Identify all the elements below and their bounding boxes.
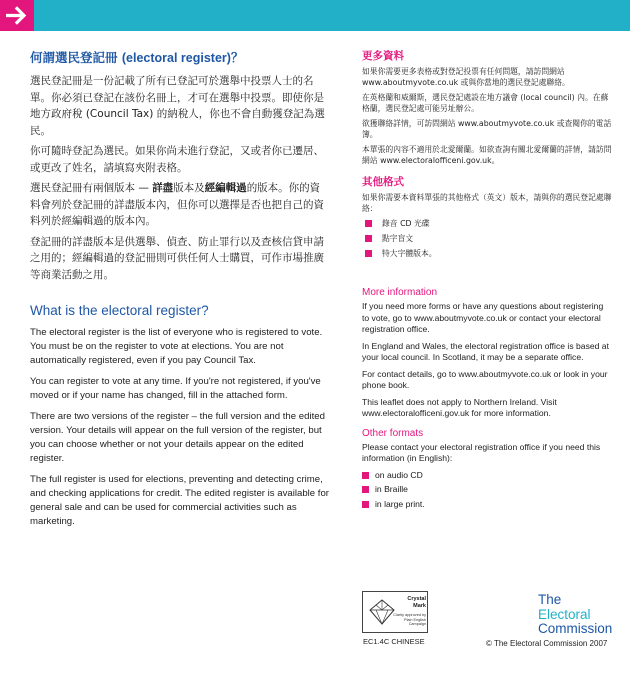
en-format-item: on audio CD (362, 470, 612, 482)
en-paragraph-4: The full register is used for elections, preventing and detecting crime, and checking applications for credit. The edited register is available for general sale and can be used for commercial activities such as marketing. (30, 474, 329, 527)
en-format-item: in large print. (362, 499, 612, 511)
en-more-paragraph-3: For contact details, go to www.aboutmyvote.co.uk or look in your phone book. (362, 368, 608, 390)
logo-line-1: The (538, 592, 562, 607)
zh-format-item: 特大字體版本。 (365, 248, 612, 259)
zh-more-paragraph-3: 欲獲聯絡詳情，可訪問網站 www.aboutmyvote.co.uk 或查閱你的電話簿。 (362, 119, 612, 139)
en-more-paragraph-4: This leaflet does not apply to Northern Ireland. Visit www.electoralofficeni.gov.uk for more information. (362, 396, 557, 418)
bullet-square-icon (365, 220, 372, 227)
en-paragraph-3: There are two versions of the register – the full version and the edited version. Your details will appear on the full version of the register, but you can choose whether or not your details appear on the edited register. (30, 411, 325, 464)
zh-formats-intro: 如果你需要本資料單張的其他格式（英文）版本，請與你的選民登記處聯絡： (362, 193, 612, 213)
zh-paragraph-2: 你可隨時登記為選民。如果你尚未進行登記，又或者你已遷居、或更改了姓名，請填寫夾附表格。 (30, 145, 324, 174)
right-arrow-icon (6, 6, 28, 25)
en-more-paragraph-1: If you need more forms or have any questions about registering to vote, go to www.aboutmyvote.co.uk or contact your electoral registration office. (362, 301, 604, 334)
crystal-mark-subtitle: Clarity approved by Plain English Campaign (393, 613, 426, 627)
zh-format-item: 點字盲文 (365, 233, 612, 244)
right-column (362, 48, 612, 513)
en-paragraph-1: The electoral register is the list of everyone who is registered to vote. You must be on the register to vote at elections. You are not automatically registered, even if you pay Council Tax. (30, 327, 323, 366)
bullet-square-icon (362, 501, 369, 508)
zh-more-paragraph-2: 在英格蘭和威爾斯，選民登記處設在地方議會 (local council) 內。在蘇格蘭，選民登記處可能另址辦公。 (362, 93, 609, 113)
zh-paragraph-4: 登記冊的詳盡版本是供選舉、偵查、防止罪行以及查核信貸申請之用的；經編輯過的登記冊則可供任何人士購買，可作市場推廣等商業活動之用。 (30, 235, 324, 281)
left-column (30, 48, 330, 536)
logo-line-2: Electoral (538, 606, 591, 622)
header-bar (0, 0, 630, 31)
zh-heading: 何謂選民登記冊 (electoral register)？ (30, 50, 244, 65)
copyright-text: © The Electoral Commission 2007 (486, 639, 608, 648)
zh-more-paragraph-1: 如果你需要更多表格或對登記投票有任何問題，請訪問網站 www.aboutmyvote.co.uk 或與你當地的選民登記處聯絡。 (362, 67, 570, 87)
en-heading: What is the electoral register? (30, 303, 209, 318)
bullet-square-icon (365, 235, 372, 242)
bullet-square-icon (362, 472, 369, 479)
en-formats-intro: Please contact your electoral registration office if you need this information (in English): (362, 441, 601, 463)
logo-line-3: Commission (538, 621, 613, 636)
zh-paragraph-versions: 選民登記冊有兩個版本 — 詳盡版本及經編輯過的版本。你的資料會列於登記冊的詳盡版本內，但你可以選擇是否也把自己的資料列於經編輯過的版本內。 (30, 182, 324, 227)
zh-more-paragraph-4: 本單張的內容不適用於北愛爾蘭。如欲查詢有關北愛爾蘭的詳情，請訪問網站 www.electoralofficeni.gov.uk。 (362, 145, 612, 165)
en-formats-heading: Other formats (362, 427, 424, 439)
arrow-box (0, 0, 34, 31)
document-code: EC1.4C CHINESE (363, 637, 425, 646)
bullet-square-icon (365, 250, 372, 257)
crystal-mark-title: Crystal Mark (407, 596, 426, 609)
zh-paragraph-1: 選民登記冊是一份記載了所有已登記可於選舉中投票人士的名單。你必須已登記在該份名冊上，才可在選舉中投票。即使你是地方政府稅 (Council Tax) 的納稅人，你也不會自動獲登記為選民。 (30, 75, 325, 137)
zh-formats-heading: 其他格式 (362, 176, 404, 188)
zh-format-item: 錄音 CD 光碟 (365, 218, 612, 229)
crystal-mark-badge (362, 591, 428, 633)
en-more-paragraph-2: In England and Wales, the electoral registration office is based at your local council. In Scotland, it may be a separate office. (362, 340, 609, 362)
en-format-item: in Braille (362, 484, 612, 496)
en-more-heading: More information (362, 287, 438, 298)
zh-more-heading: 更多資料 (362, 50, 404, 62)
bullet-square-icon (362, 486, 369, 493)
electoral-commission-logo (538, 593, 612, 637)
en-paragraph-2: You can register to vote at any time. If you're not registered, if you've moved or if your name has changed, fill in the attached form. (30, 376, 321, 401)
